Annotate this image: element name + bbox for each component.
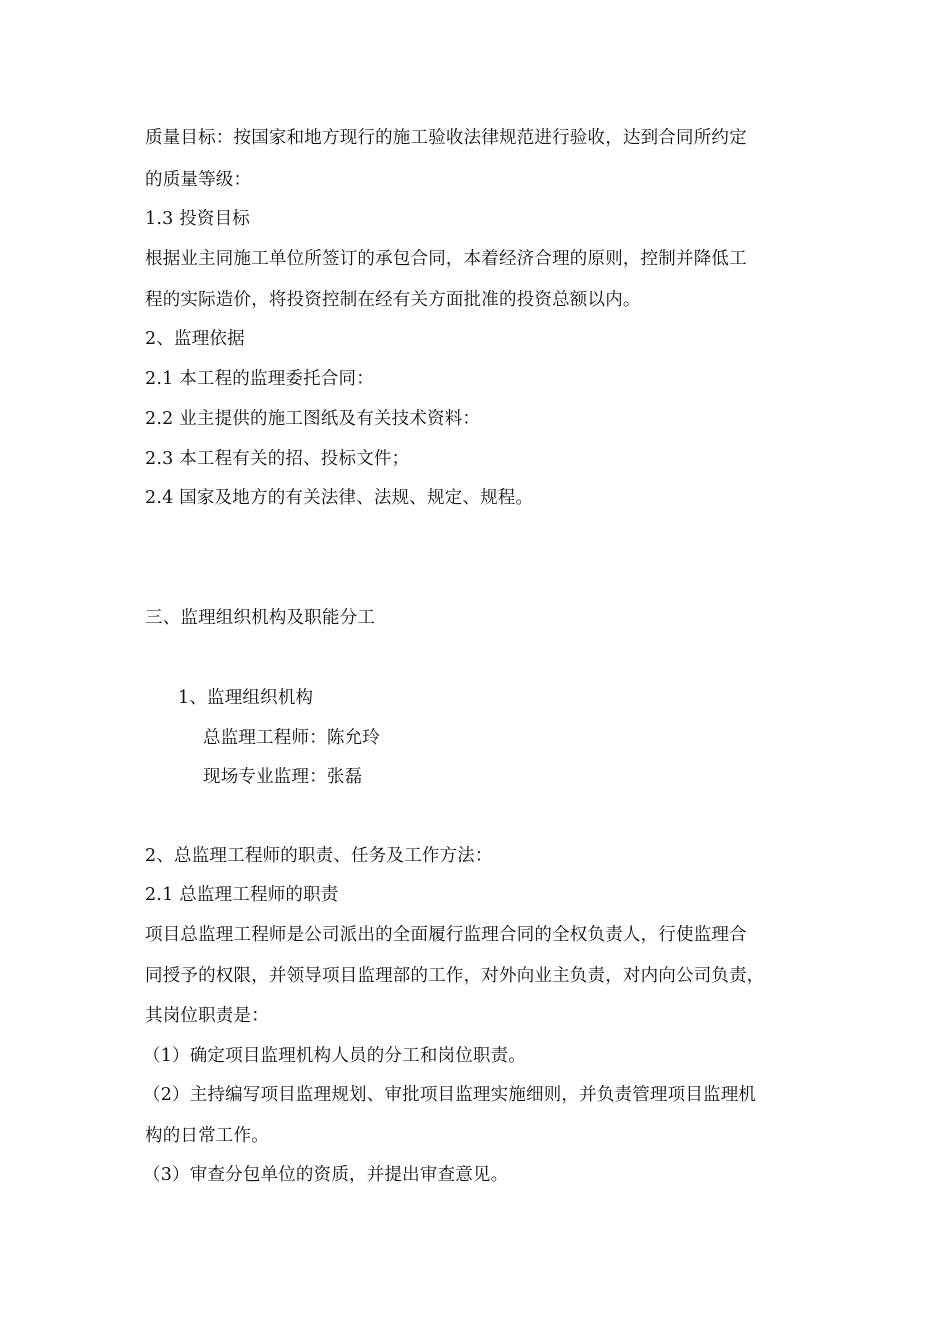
list-item-basis-2-4: 2.4 国家及地方的有关法律、法规、规定、规程。 — [145, 488, 534, 508]
paragraph-responsibilities-line2: 同授予的权限，并领导项目监理部的工作，对外向业主负责，对内向公司负责， — [145, 966, 765, 986]
paragraph-investment-line1: 根据业主同施工单位所签订的承包合同，本着经济合理的原则，控制并降低工 — [145, 249, 747, 269]
heading-chief-engineer-duties: 2、总监理工程师的职责、任务及工作方法： — [145, 846, 493, 866]
list-item-duty-3: （3）审查分包单位的资质，并提出审查意见。 — [143, 1165, 509, 1185]
paragraph-quality-goal-line2: 的质量等级： — [145, 170, 252, 190]
list-item-duty-1: （1）确定项目监理机构人员的分工和岗位职责。 — [143, 1046, 527, 1066]
list-item-duty-2-line2: 构的日常工作。 — [145, 1126, 269, 1146]
list-item-basis-2-3: 2.3 本工程有关的招、投标文件； — [145, 449, 410, 469]
section-heading-organization: 三、监理组织机构及职能分工 — [145, 608, 376, 628]
list-item-basis-2-2: 2.2 业主提供的施工图纸及有关技术资料： — [145, 409, 481, 429]
heading-investment-goal: 1.3 投资目标 — [145, 209, 250, 229]
list-item-basis-2-1: 2.1 本工程的监理委托合同： — [145, 369, 374, 389]
staff-site-supervisor: 现场专业监理：张磊 — [203, 767, 363, 787]
paragraph-responsibilities-line3: 其岗位职责是： — [145, 1006, 269, 1026]
subheading-chief-engineer-responsibilities: 2.1 总监理工程师的职责 — [145, 885, 339, 905]
heading-supervision-basis: 2、监理依据 — [145, 329, 245, 349]
paragraph-investment-line2: 程的实际造价，将投资控制在经有关方面批准的投资总额以内。 — [145, 290, 641, 310]
list-item-duty-2-line1: （2）主持编写项目监理规划、审批项目监理实施细则，并负责管理项目监理机 — [143, 1085, 757, 1105]
staff-chief-engineer: 总监理工程师：陈允玲 — [203, 728, 380, 748]
heading-organization-structure: 1、监理组织机构 — [178, 688, 314, 708]
paragraph-responsibilities-line1: 项目总监理工程师是公司派出的全面履行监理合同的全权负责人，行使监理合 — [145, 925, 747, 945]
paragraph-quality-goal-line1: 质量目标：按国家和地方现行的施工验收法律规范进行验收，达到合同所约定 — [145, 128, 747, 148]
